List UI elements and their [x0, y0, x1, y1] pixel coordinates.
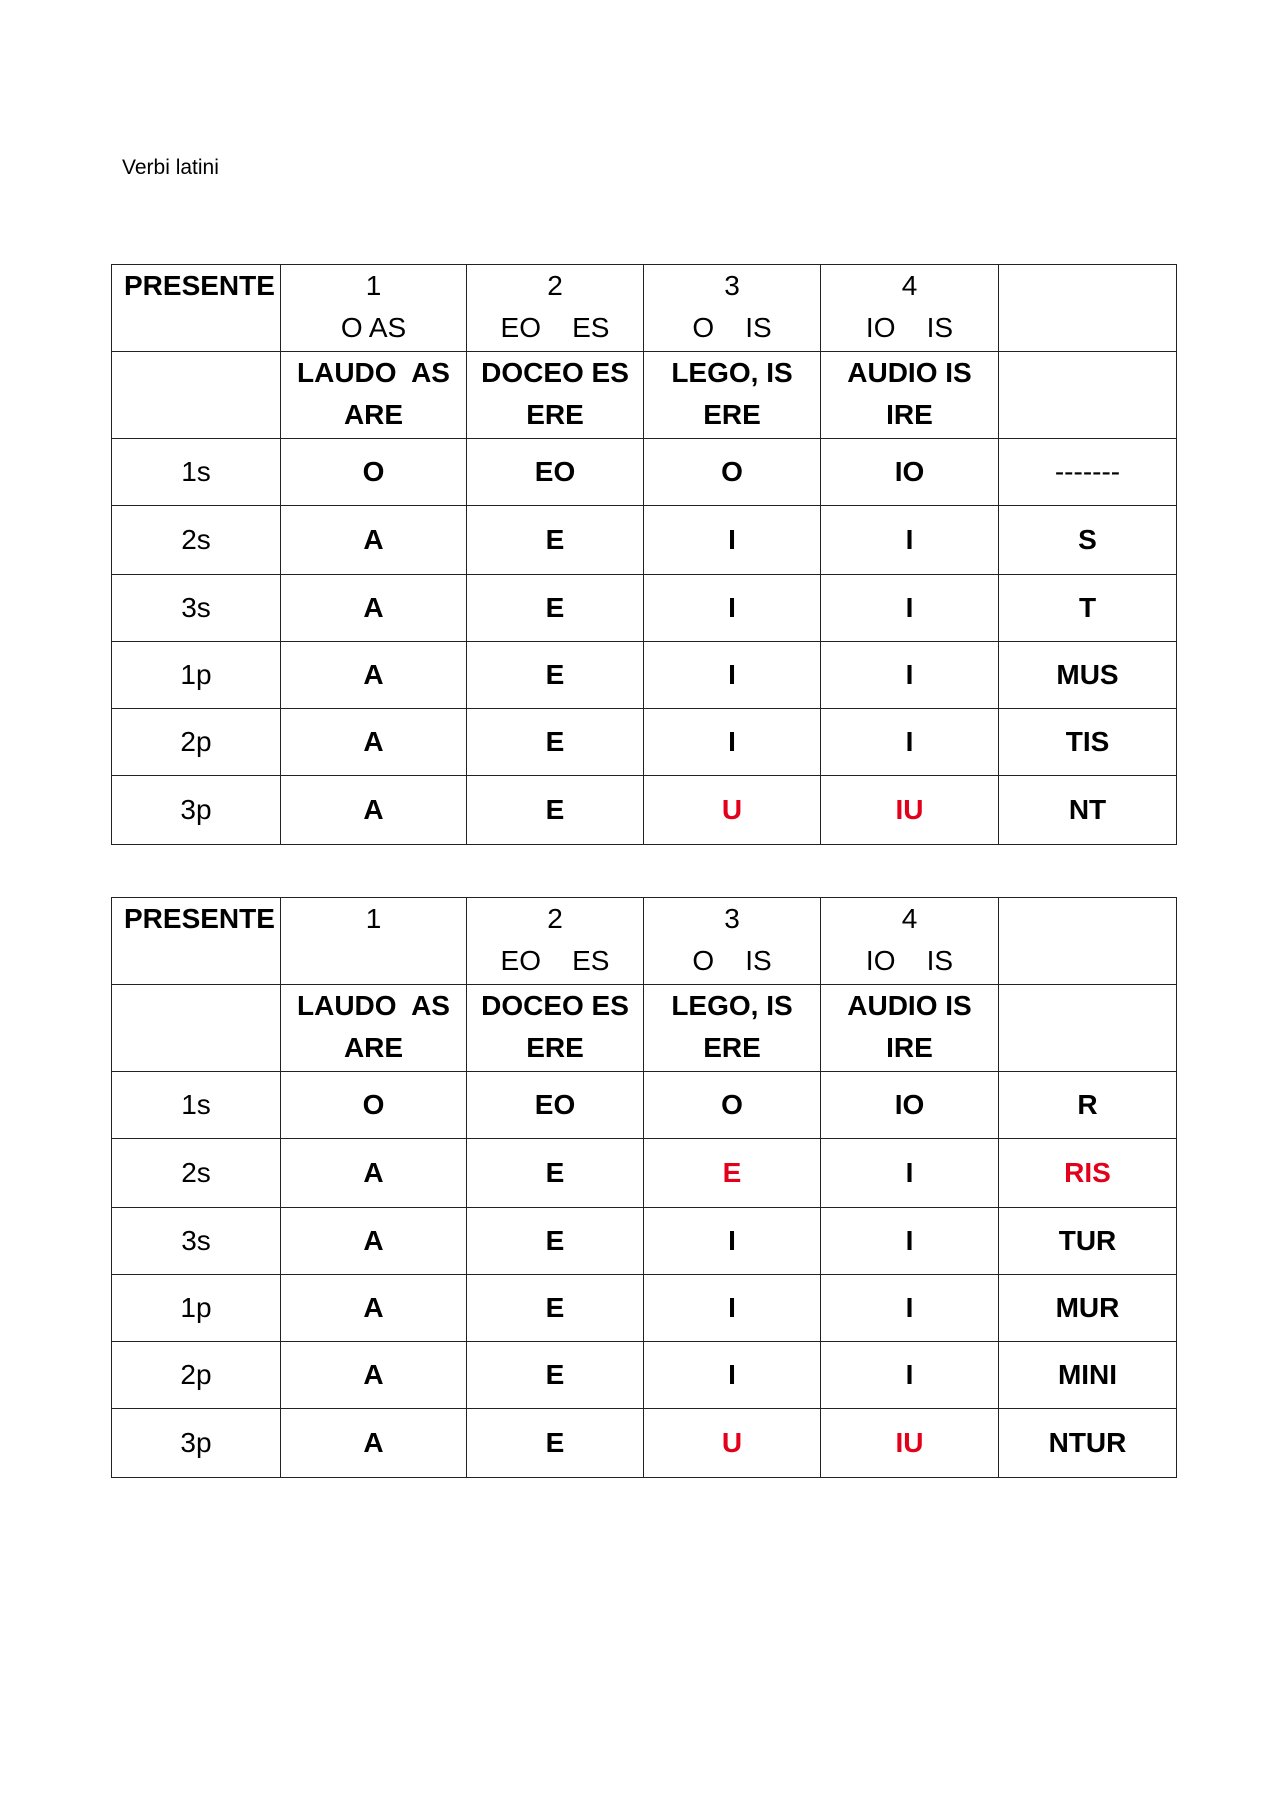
- theme-vowel-cell: E: [467, 776, 644, 845]
- model-verb-line1: LAUDO AS: [297, 357, 450, 388]
- ending-header: [999, 898, 1177, 985]
- theme-vowel-cell: EO: [467, 439, 644, 506]
- theme-vowel-cell: E: [467, 709, 644, 776]
- person-label: 2s: [112, 1139, 281, 1208]
- conjugation-ending: O AS: [340, 312, 407, 343]
- theme-vowel-cell: I: [821, 1275, 999, 1342]
- conjugation-number: 3: [724, 903, 740, 934]
- conjugation-number: 2: [547, 270, 563, 301]
- model-verb-2: [467, 985, 644, 1072]
- person-row-2p: [112, 1342, 1177, 1409]
- person-label: 3p: [112, 776, 281, 845]
- conjugation-header-3: [644, 898, 821, 985]
- theme-vowel-cell: A: [281, 1409, 467, 1478]
- theme-vowel-cell: E: [467, 642, 644, 709]
- theme-vowel-cell: I: [644, 1342, 821, 1409]
- theme-vowel-cell: A: [281, 709, 467, 776]
- person-row-2s: [112, 506, 1177, 575]
- conjugation-ending: O IS: [692, 312, 772, 343]
- theme-vowel-cell: E: [467, 506, 644, 575]
- person-label: 3s: [112, 575, 281, 642]
- model-verb-1: [281, 985, 467, 1072]
- model-verb-line2: ERE: [703, 399, 761, 430]
- theme-vowel-cell: IO: [821, 1072, 999, 1139]
- model-verb-line1: LEGO, IS: [671, 357, 793, 388]
- present-active-table: [111, 264, 1177, 845]
- theme-vowel-cell: I: [821, 709, 999, 776]
- tense-label: PRESENTE: [112, 898, 281, 985]
- personal-ending-cell: NT: [999, 776, 1177, 845]
- theme-vowel-cell-highlighted: U: [644, 776, 821, 845]
- theme-vowel-cell: E: [467, 1275, 644, 1342]
- conjugation-header-2: [467, 265, 644, 352]
- personal-ending-cell: TUR: [999, 1208, 1177, 1275]
- person-label: 2p: [112, 1342, 281, 1409]
- personal-ending-cell: TIS: [999, 709, 1177, 776]
- model-verb-line2: ARE: [343, 399, 404, 430]
- person-label: 3s: [112, 1208, 281, 1275]
- conjugation-header-row: [112, 265, 1177, 352]
- model-verb-line1: AUDIO IS: [847, 990, 972, 1021]
- model-verb-line2: ARE: [343, 1032, 404, 1063]
- conjugation-header-1: [281, 265, 467, 352]
- model-verb-line1: AUDIO IS: [847, 357, 972, 388]
- person-row-1p: [112, 642, 1177, 709]
- model-verb-line2: ERE: [703, 1032, 761, 1063]
- theme-vowel-cell: A: [281, 506, 467, 575]
- theme-vowel-cell: I: [644, 575, 821, 642]
- theme-vowel-cell: A: [281, 642, 467, 709]
- personal-ending-cell: T: [999, 575, 1177, 642]
- present-passive-table: [111, 897, 1177, 1478]
- person-label: 1s: [112, 1072, 281, 1139]
- conjugation-ending: EO ES: [500, 945, 610, 976]
- person-row-1s: [112, 439, 1177, 506]
- theme-vowel-cell: I: [644, 642, 821, 709]
- theme-vowel-cell: A: [281, 1139, 467, 1208]
- theme-vowel-cell: E: [467, 1139, 644, 1208]
- theme-vowel-cell: I: [644, 709, 821, 776]
- model-verb-1: [281, 352, 467, 439]
- conjugation-header-1: [281, 898, 467, 985]
- theme-vowel-cell: O: [644, 439, 821, 506]
- theme-vowel-cell: I: [821, 1342, 999, 1409]
- model-verb-row: [112, 985, 1177, 1072]
- conjugation-ending: EO ES: [500, 312, 610, 343]
- model-verb-line1: LAUDO AS: [297, 990, 450, 1021]
- conjugation-header-row: [112, 898, 1177, 985]
- person-label: 2p: [112, 709, 281, 776]
- theme-vowel-cell: IO: [821, 439, 999, 506]
- model-verb-3: [644, 985, 821, 1072]
- theme-vowel-cell: I: [821, 506, 999, 575]
- conjugation-number: 1: [365, 270, 382, 301]
- person-label: 3p: [112, 1409, 281, 1478]
- theme-vowel-cell: A: [281, 776, 467, 845]
- theme-vowel-cell: O: [281, 1072, 467, 1139]
- tense-label: PRESENTE: [112, 265, 281, 352]
- conjugation-header-3: [644, 265, 821, 352]
- conjugation-ending: IO IS: [865, 312, 954, 343]
- person-row-1s: [112, 1072, 1177, 1139]
- theme-vowel-cell: I: [644, 1275, 821, 1342]
- person-row-2p: [112, 709, 1177, 776]
- person-row-3p: [112, 776, 1177, 845]
- model-verb-line2: IRE: [886, 399, 933, 430]
- person-row-1p: [112, 1275, 1177, 1342]
- theme-vowel-cell: I: [644, 1208, 821, 1275]
- theme-vowel-cell: I: [821, 575, 999, 642]
- conjugation-header-2: [467, 898, 644, 985]
- model-verb-line2: IRE: [886, 1032, 933, 1063]
- ending-header: [999, 265, 1177, 352]
- model-verb-3: [644, 352, 821, 439]
- theme-vowel-cell: I: [821, 642, 999, 709]
- personal-ending-cell: -------: [999, 439, 1177, 506]
- conjugation-header-4: [821, 898, 999, 985]
- theme-vowel-cell: E: [467, 575, 644, 642]
- model-verb-line1: LEGO, IS: [671, 990, 793, 1021]
- conjugation-ending: O IS: [692, 945, 772, 976]
- model-verb-row: [112, 352, 1177, 439]
- personal-ending-cell: R: [999, 1072, 1177, 1139]
- theme-vowel-cell: O: [281, 439, 467, 506]
- personal-ending-cell: MUR: [999, 1275, 1177, 1342]
- model-verb-4: [821, 352, 999, 439]
- person-row-3s: [112, 1208, 1177, 1275]
- theme-vowel-cell-highlighted: E: [644, 1139, 821, 1208]
- model-verb-2: [467, 352, 644, 439]
- theme-vowel-cell: I: [821, 1139, 999, 1208]
- person-label: 2s: [112, 506, 281, 575]
- theme-vowel-cell-highlighted: U: [644, 1409, 821, 1478]
- personal-ending-cell: MUS: [999, 642, 1177, 709]
- theme-vowel-cell: I: [821, 1208, 999, 1275]
- theme-vowel-cell: E: [467, 1409, 644, 1478]
- theme-vowel-cell-highlighted: IU: [821, 776, 999, 845]
- model-verb-ending: [999, 352, 1177, 439]
- conjugation-number: 4: [901, 270, 918, 301]
- theme-vowel-cell: A: [281, 1275, 467, 1342]
- model-verb-corner: [112, 352, 281, 439]
- document-title: Verbi latini: [122, 156, 219, 179]
- theme-vowel-cell: E: [467, 1342, 644, 1409]
- conjugation-number: 4: [901, 903, 918, 934]
- model-verb-corner: [112, 985, 281, 1072]
- model-verb-4: [821, 985, 999, 1072]
- conjugation-header-4: [821, 265, 999, 352]
- theme-vowel-cell: EO: [467, 1072, 644, 1139]
- person-label: 1p: [112, 1275, 281, 1342]
- personal-ending-cell-highlighted: RIS: [999, 1139, 1177, 1208]
- model-verb-line2: ERE: [526, 399, 584, 430]
- conjugation-number: 3: [724, 270, 740, 301]
- personal-ending-cell: MINI: [999, 1342, 1177, 1409]
- theme-vowel-cell-highlighted: IU: [821, 1409, 999, 1478]
- conjugation-ending: IO IS: [865, 945, 954, 976]
- conjugation-number: 1: [365, 903, 382, 934]
- theme-vowel-cell: I: [644, 506, 821, 575]
- theme-vowel-cell: A: [281, 1342, 467, 1409]
- personal-ending-cell: S: [999, 506, 1177, 575]
- theme-vowel-cell: A: [281, 1208, 467, 1275]
- person-row-3s: [112, 575, 1177, 642]
- theme-vowel-cell: E: [467, 1208, 644, 1275]
- model-verb-line2: ERE: [526, 1032, 584, 1063]
- model-verb-ending: [999, 985, 1177, 1072]
- theme-vowel-cell: O: [644, 1072, 821, 1139]
- model-verb-line1: DOCEO ES: [481, 990, 629, 1021]
- personal-ending-cell: NTUR: [999, 1409, 1177, 1478]
- model-verb-line1: DOCEO ES: [481, 357, 629, 388]
- person-label: 1p: [112, 642, 281, 709]
- person-label: 1s: [112, 439, 281, 506]
- person-row-3p: [112, 1409, 1177, 1478]
- person-row-2s: [112, 1139, 1177, 1208]
- conjugation-number: 2: [547, 903, 563, 934]
- theme-vowel-cell: A: [281, 575, 467, 642]
